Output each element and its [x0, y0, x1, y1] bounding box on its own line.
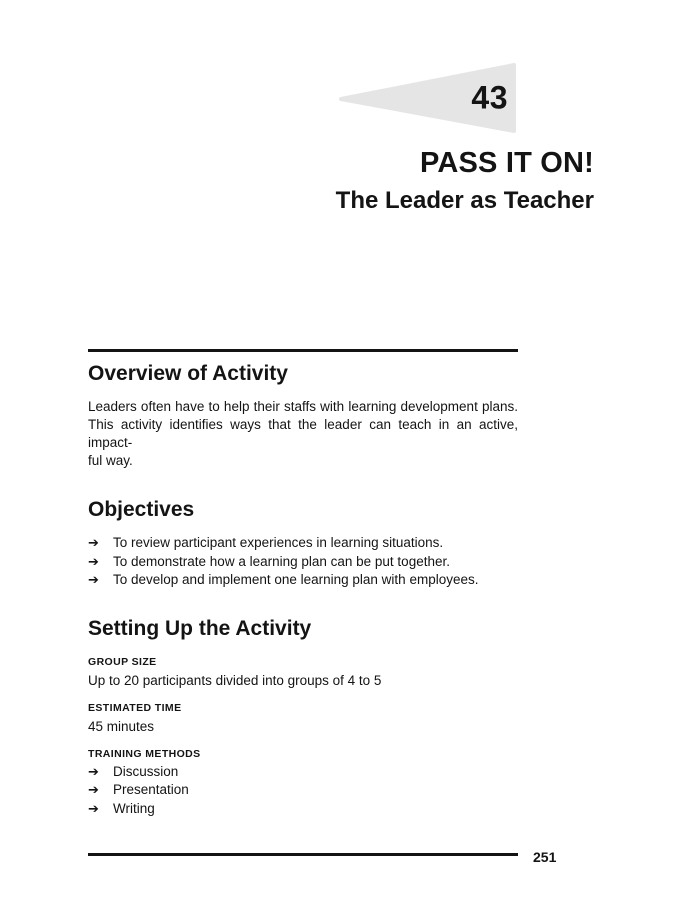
setup-heading: Setting Up the Activity	[88, 616, 312, 640]
chapter-triangle	[338, 62, 518, 134]
arrow-bullet-icon: ➔	[88, 763, 99, 779]
list-item	[88, 763, 518, 782]
training-method-text: Discussion	[113, 763, 179, 779]
main-content	[88, 349, 518, 818]
group-size-label: GROUP SIZE	[88, 655, 157, 668]
list-item	[88, 534, 518, 553]
objectives-list	[88, 534, 518, 590]
training-methods-label: TRAINING METHODS	[88, 747, 201, 760]
arrow-bullet-icon: ➔	[88, 535, 99, 550]
footer-rule	[88, 853, 518, 856]
list-item	[88, 571, 518, 590]
list-item	[88, 800, 518, 819]
overview-paragraph	[88, 398, 518, 470]
objective-text: To demonstrate how a learning plan can be put together.	[113, 553, 450, 569]
chapter-number: 43	[471, 79, 508, 116]
overview-line: Leaders often have to help their staffs with learning development plans.	[88, 399, 518, 414]
arrow-bullet-icon: ➔	[88, 572, 99, 587]
top-rule	[88, 349, 518, 352]
arrow-bullet-icon: ➔	[88, 782, 99, 797]
arrow-bullet-icon: ➔	[88, 800, 99, 816]
page-subtitle: The Leader as Teacher	[335, 187, 594, 214]
list-item	[88, 781, 518, 800]
overview-heading: Overview of Activity	[88, 362, 288, 385]
training-method-text: Presentation	[113, 782, 189, 797]
estimated-time-value: 45 minutes	[88, 718, 155, 734]
overview-line: ful way.	[88, 453, 133, 468]
page-number: 251	[533, 849, 557, 865]
training-method-text: Writing	[113, 800, 155, 816]
objectives-heading: Objectives	[88, 498, 195, 521]
title-block	[336, 147, 594, 215]
group-size-value: Up to 20 participants divided into groups of 4 to 5	[88, 672, 382, 688]
objective-text: To develop and implement one learning plan with employees.	[113, 572, 479, 587]
page-title: PASS IT ON!	[419, 147, 594, 179]
list-item	[88, 553, 518, 572]
training-methods-list	[88, 763, 518, 819]
estimated-time-label: ESTIMATED TIME	[88, 701, 182, 714]
overview-line: This activity identifies ways that the leader can teach in an active, impact-	[88, 417, 518, 450]
objective-text: To review participant experiences in learning situations.	[113, 535, 444, 550]
arrow-bullet-icon: ➔	[88, 553, 99, 569]
